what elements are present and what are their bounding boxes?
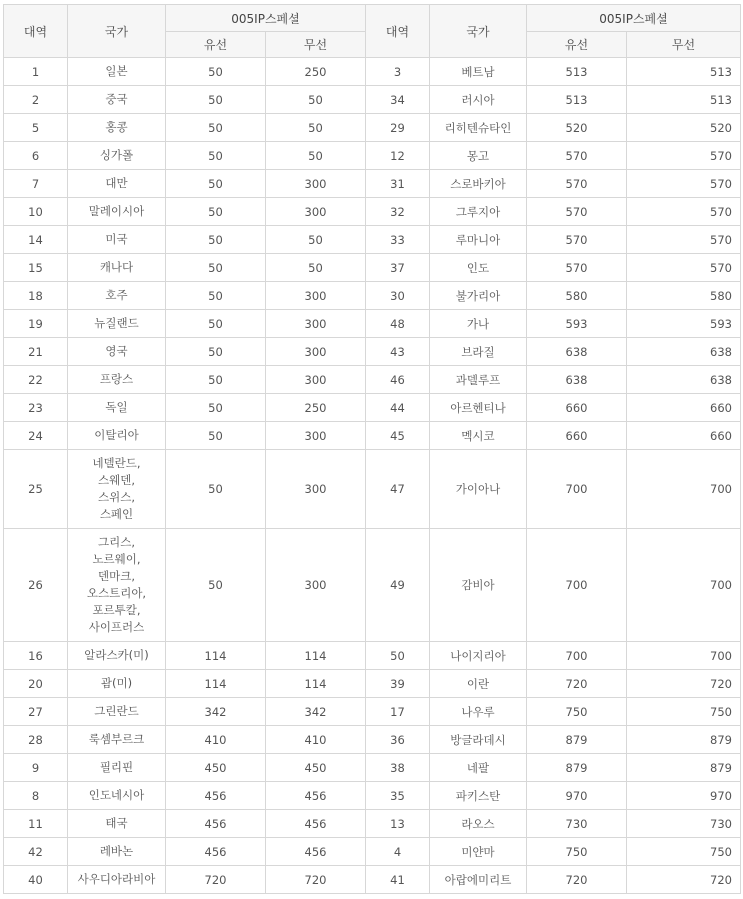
country-cell [68, 142, 166, 170]
wired-rate-cell: 50 [166, 282, 266, 310]
wired-rate-cell: 114 [166, 670, 266, 698]
band-cell-right: 47 [366, 450, 430, 529]
table-row [4, 670, 741, 698]
country-cell [68, 58, 166, 86]
wired-rate-cell: 50 [166, 529, 266, 642]
country-cell-right: 리히텐슈타인 [430, 114, 527, 142]
header-wired-right: 유선 [527, 32, 627, 58]
wired-rate-cell-right: 970 [527, 782, 627, 810]
wired-rate-cell-right: 879 [527, 754, 627, 782]
wireless-rate-cell-right: 750 [627, 838, 741, 866]
wireless-rate-cell: 250 [266, 58, 366, 86]
wireless-rate-cell-right: 879 [627, 754, 741, 782]
band-cell-right: 13 [366, 810, 430, 838]
wireless-rate-cell: 300 [266, 198, 366, 226]
wired-rate-cell-right: 750 [527, 698, 627, 726]
wired-rate-cell-right: 570 [527, 254, 627, 282]
wireless-rate-cell-right: 730 [627, 810, 741, 838]
country-name: 오스트리아, [86, 586, 147, 600]
table-row [4, 114, 741, 142]
country-cell [68, 198, 166, 226]
country-cell-right: 감비아 [430, 529, 527, 642]
table-row [4, 86, 741, 114]
header-region: 대역 [4, 5, 68, 58]
country-name: 필리핀 [99, 760, 134, 774]
band-cell: 7 [4, 170, 68, 198]
wireless-rate-cell: 456 [266, 810, 366, 838]
wireless-rate-cell: 300 [266, 170, 366, 198]
country-cell [68, 698, 166, 726]
wired-rate-cell-right: 513 [527, 86, 627, 114]
country-cell [68, 754, 166, 782]
band-cell-right: 29 [366, 114, 430, 142]
band-cell-right: 37 [366, 254, 430, 282]
band-cell: 5 [4, 114, 68, 142]
band-cell-right: 17 [366, 698, 430, 726]
band-cell: 11 [4, 810, 68, 838]
wireless-rate-cell-right: 570 [627, 254, 741, 282]
band-cell-right: 43 [366, 338, 430, 366]
wired-rate-cell-right: 570 [527, 226, 627, 254]
wireless-rate-cell: 456 [266, 838, 366, 866]
country-cell-right: 러시아 [430, 86, 527, 114]
table-row [4, 810, 741, 838]
country-cell [68, 529, 166, 642]
country-cell-right: 나우루 [430, 698, 527, 726]
band-cell: 21 [4, 338, 68, 366]
country-name: 싱가폴 [99, 148, 134, 162]
wireless-rate-cell-right: 570 [627, 198, 741, 226]
country-name: 사우디아라비아 [77, 872, 156, 886]
wireless-rate-cell-right: 513 [627, 86, 741, 114]
band-cell-right: 3 [366, 58, 430, 86]
wireless-rate-cell-right: 660 [627, 394, 741, 422]
wireless-rate-cell: 300 [266, 366, 366, 394]
wired-rate-cell-right: 720 [527, 670, 627, 698]
country-name: 레바논 [99, 844, 134, 858]
wireless-rate-cell: 50 [266, 114, 366, 142]
wired-rate-cell-right: 660 [527, 422, 627, 450]
country-cell [68, 726, 166, 754]
country-cell-right: 과델루프 [430, 366, 527, 394]
country-cell [68, 226, 166, 254]
wireless-rate-cell: 50 [266, 226, 366, 254]
wireless-rate-cell: 114 [266, 670, 366, 698]
wired-rate-cell-right: 638 [527, 366, 627, 394]
header-wired: 유선 [166, 32, 266, 58]
wired-rate-cell: 50 [166, 142, 266, 170]
table-header [4, 5, 741, 58]
country-name: 독일 [105, 400, 128, 414]
wired-rate-cell-right: 660 [527, 394, 627, 422]
band-cell-right: 44 [366, 394, 430, 422]
wireless-rate-cell: 342 [266, 698, 366, 726]
band-cell: 10 [4, 198, 68, 226]
wireless-rate-cell-right: 570 [627, 170, 741, 198]
country-name: 캐나다 [99, 260, 134, 274]
country-name: 대만 [105, 176, 128, 190]
table-row [4, 838, 741, 866]
wired-rate-cell: 456 [166, 838, 266, 866]
wireless-rate-cell: 300 [266, 310, 366, 338]
wired-rate-cell: 50 [166, 226, 266, 254]
wireless-rate-cell: 450 [266, 754, 366, 782]
band-cell-right: 46 [366, 366, 430, 394]
country-name: 중국 [105, 92, 128, 106]
country-cell [68, 782, 166, 810]
country-name: 스페인 [99, 507, 134, 521]
header-country: 국가 [68, 5, 166, 58]
wireless-rate-cell-right: 593 [627, 310, 741, 338]
wireless-rate-cell-right: 513 [627, 58, 741, 86]
band-cell: 40 [4, 866, 68, 894]
wired-rate-cell-right: 720 [527, 866, 627, 894]
wired-rate-cell-right: 700 [527, 642, 627, 670]
country-cell [68, 366, 166, 394]
table-row [4, 198, 741, 226]
wireless-rate-cell: 50 [266, 86, 366, 114]
country-name: 뉴질랜드 [94, 316, 139, 330]
country-cell [68, 422, 166, 450]
country-name: 그린란드 [94, 704, 139, 718]
band-cell-right: 50 [366, 642, 430, 670]
wired-rate-cell: 50 [166, 198, 266, 226]
wireless-rate-cell: 300 [266, 529, 366, 642]
table-body [4, 58, 741, 894]
wireless-rate-cell: 250 [266, 394, 366, 422]
band-cell-right: 4 [366, 838, 430, 866]
wired-rate-cell-right: 730 [527, 810, 627, 838]
country-cell-right: 아랍에미리트 [430, 866, 527, 894]
wireless-rate-cell: 300 [266, 338, 366, 366]
table-row [4, 254, 741, 282]
table-row [4, 142, 741, 170]
band-cell: 23 [4, 394, 68, 422]
band-cell-right: 48 [366, 310, 430, 338]
wireless-rate-cell: 300 [266, 282, 366, 310]
wireless-rate-cell: 114 [266, 642, 366, 670]
country-cell-right: 인도 [430, 254, 527, 282]
country-cell-right: 가나 [430, 310, 527, 338]
wired-rate-cell: 114 [166, 642, 266, 670]
country-cell-right: 가이아나 [430, 450, 527, 529]
wired-rate-cell: 50 [166, 114, 266, 142]
band-cell-right: 33 [366, 226, 430, 254]
band-cell-right: 32 [366, 198, 430, 226]
wired-rate-cell-right: 520 [527, 114, 627, 142]
country-cell-right: 몽고 [430, 142, 527, 170]
wireless-rate-cell: 720 [266, 866, 366, 894]
wireless-rate-cell: 50 [266, 254, 366, 282]
wireless-rate-cell-right: 638 [627, 366, 741, 394]
table-row [4, 338, 741, 366]
country-name: 룩셈부르크 [88, 732, 145, 746]
wired-rate-cell-right: 570 [527, 142, 627, 170]
wired-rate-cell-right: 580 [527, 282, 627, 310]
wired-rate-cell: 342 [166, 698, 266, 726]
country-cell-right: 아르헨티나 [430, 394, 527, 422]
wired-rate-cell: 50 [166, 86, 266, 114]
table-row [4, 282, 741, 310]
wireless-rate-cell-right: 570 [627, 142, 741, 170]
band-cell: 28 [4, 726, 68, 754]
band-cell: 42 [4, 838, 68, 866]
country-name: 노르웨이, [92, 552, 141, 566]
wireless-rate-cell-right: 750 [627, 698, 741, 726]
band-cell: 26 [4, 529, 68, 642]
country-cell-right: 라오스 [430, 810, 527, 838]
country-name: 스위스, [98, 490, 135, 504]
wired-rate-cell-right: 593 [527, 310, 627, 338]
band-cell-right: 38 [366, 754, 430, 782]
country-cell-right: 루마니아 [430, 226, 527, 254]
wired-rate-cell: 50 [166, 422, 266, 450]
wireless-rate-cell-right: 638 [627, 338, 741, 366]
wired-rate-cell: 450 [166, 754, 266, 782]
country-cell [68, 642, 166, 670]
country-cell [68, 394, 166, 422]
band-cell-right: 45 [366, 422, 430, 450]
wireless-rate-cell-right: 720 [627, 670, 741, 698]
header-country-right: 국가 [430, 5, 527, 58]
table-row [4, 394, 741, 422]
band-cell: 16 [4, 642, 68, 670]
country-cell-right: 멕시코 [430, 422, 527, 450]
wireless-rate-cell-right: 700 [627, 642, 741, 670]
country-cell-right: 이란 [430, 670, 527, 698]
header-wireless-right: 무선 [627, 32, 741, 58]
country-name: 알라스카(미) [84, 648, 149, 662]
table-row [4, 226, 741, 254]
band-cell: 6 [4, 142, 68, 170]
rate-table [3, 4, 741, 894]
country-cell [68, 810, 166, 838]
band-cell: 14 [4, 226, 68, 254]
country-cell-right: 그루지아 [430, 198, 527, 226]
country-name: 일본 [105, 64, 128, 78]
band-cell: 1 [4, 58, 68, 86]
wired-rate-cell: 456 [166, 810, 266, 838]
wireless-rate-cell: 456 [266, 782, 366, 810]
band-cell-right: 31 [366, 170, 430, 198]
wireless-rate-cell-right: 520 [627, 114, 741, 142]
country-cell [68, 114, 166, 142]
band-cell-right: 30 [366, 282, 430, 310]
country-cell [68, 254, 166, 282]
wired-rate-cell-right: 700 [527, 529, 627, 642]
country-name: 영국 [105, 344, 128, 358]
country-name: 인도네시아 [88, 788, 145, 802]
table-row [4, 782, 741, 810]
table-row [4, 529, 741, 642]
country-cell-right: 불가리아 [430, 282, 527, 310]
country-cell [68, 170, 166, 198]
wireless-rate-cell: 50 [266, 142, 366, 170]
country-cell-right: 방글라데시 [430, 726, 527, 754]
wired-rate-cell: 50 [166, 310, 266, 338]
band-cell: 22 [4, 366, 68, 394]
band-cell-right: 39 [366, 670, 430, 698]
band-cell: 15 [4, 254, 68, 282]
country-name: 네델란드, [92, 456, 141, 470]
band-cell: 25 [4, 450, 68, 529]
band-cell-right: 49 [366, 529, 430, 642]
header-region-right: 대역 [366, 5, 430, 58]
country-cell [68, 450, 166, 529]
wireless-rate-cell-right: 879 [627, 726, 741, 754]
wired-rate-cell: 50 [166, 58, 266, 86]
wired-rate-cell-right: 750 [527, 838, 627, 866]
wireless-rate-cell-right: 700 [627, 450, 741, 529]
wireless-rate-cell-right: 580 [627, 282, 741, 310]
band-cell: 9 [4, 754, 68, 782]
country-name: 사이프러스 [88, 620, 145, 634]
wireless-rate-cell: 300 [266, 422, 366, 450]
table-row [4, 754, 741, 782]
band-cell: 24 [4, 422, 68, 450]
country-cell [68, 310, 166, 338]
country-name: 그리스, [98, 535, 135, 549]
wireless-rate-cell-right: 970 [627, 782, 741, 810]
table-row [4, 450, 741, 529]
table-row [4, 310, 741, 338]
country-cell-right: 베트남 [430, 58, 527, 86]
country-name: 스웨덴, [98, 473, 135, 487]
wired-rate-cell-right: 638 [527, 338, 627, 366]
wireless-rate-cell-right: 700 [627, 529, 741, 642]
band-cell: 2 [4, 86, 68, 114]
country-cell [68, 282, 166, 310]
band-cell: 8 [4, 782, 68, 810]
country-cell-right: 파키스탄 [430, 782, 527, 810]
country-name: 이탈리아 [94, 428, 139, 442]
band-cell-right: 36 [366, 726, 430, 754]
wireless-rate-cell-right: 570 [627, 226, 741, 254]
wired-rate-cell: 50 [166, 366, 266, 394]
header-wireless: 무선 [266, 32, 366, 58]
country-cell [68, 338, 166, 366]
wired-rate-cell: 410 [166, 726, 266, 754]
wired-rate-cell-right: 513 [527, 58, 627, 86]
wired-rate-cell: 50 [166, 254, 266, 282]
wired-rate-cell: 50 [166, 338, 266, 366]
country-name: 괌(미) [100, 676, 133, 690]
band-cell: 18 [4, 282, 68, 310]
wired-rate-cell-right: 570 [527, 170, 627, 198]
wireless-rate-cell: 410 [266, 726, 366, 754]
wired-rate-cell-right: 700 [527, 450, 627, 529]
country-name: 덴마크, [98, 569, 135, 583]
table-row [4, 866, 741, 894]
country-cell-right: 나이지리아 [430, 642, 527, 670]
table-row [4, 170, 741, 198]
table-row [4, 366, 741, 394]
country-cell [68, 670, 166, 698]
wired-rate-cell: 456 [166, 782, 266, 810]
band-cell: 19 [4, 310, 68, 338]
country-name: 태국 [105, 816, 128, 830]
country-name: 포르투칼, [92, 603, 141, 617]
country-cell-right: 브라질 [430, 338, 527, 366]
table-row [4, 642, 741, 670]
wireless-rate-cell-right: 660 [627, 422, 741, 450]
header-service-right: 005IP스페셜 [527, 5, 741, 32]
band-cell: 27 [4, 698, 68, 726]
wired-rate-cell: 50 [166, 394, 266, 422]
wired-rate-cell-right: 879 [527, 726, 627, 754]
wireless-rate-cell: 300 [266, 450, 366, 529]
table-row [4, 698, 741, 726]
country-cell-right: 네팔 [430, 754, 527, 782]
table-row [4, 422, 741, 450]
wired-rate-cell: 50 [166, 170, 266, 198]
country-name: 홍콩 [105, 120, 128, 134]
band-cell-right: 35 [366, 782, 430, 810]
wired-rate-cell: 720 [166, 866, 266, 894]
country-name: 프랑스 [99, 372, 134, 386]
country-cell [68, 866, 166, 894]
wireless-rate-cell-right: 720 [627, 866, 741, 894]
country-name: 호주 [105, 288, 128, 302]
table-row [4, 726, 741, 754]
wired-rate-cell-right: 570 [527, 198, 627, 226]
header-service: 005IP스페셜 [166, 5, 366, 32]
country-cell [68, 86, 166, 114]
band-cell-right: 12 [366, 142, 430, 170]
country-cell [68, 838, 166, 866]
country-cell-right: 미얀마 [430, 838, 527, 866]
table-row [4, 58, 741, 86]
country-name: 미국 [105, 232, 128, 246]
band-cell-right: 34 [366, 86, 430, 114]
country-name: 말레이시아 [88, 204, 145, 218]
wired-rate-cell: 50 [166, 450, 266, 529]
country-cell-right: 스로바키아 [430, 170, 527, 198]
band-cell-right: 41 [366, 866, 430, 894]
band-cell: 20 [4, 670, 68, 698]
